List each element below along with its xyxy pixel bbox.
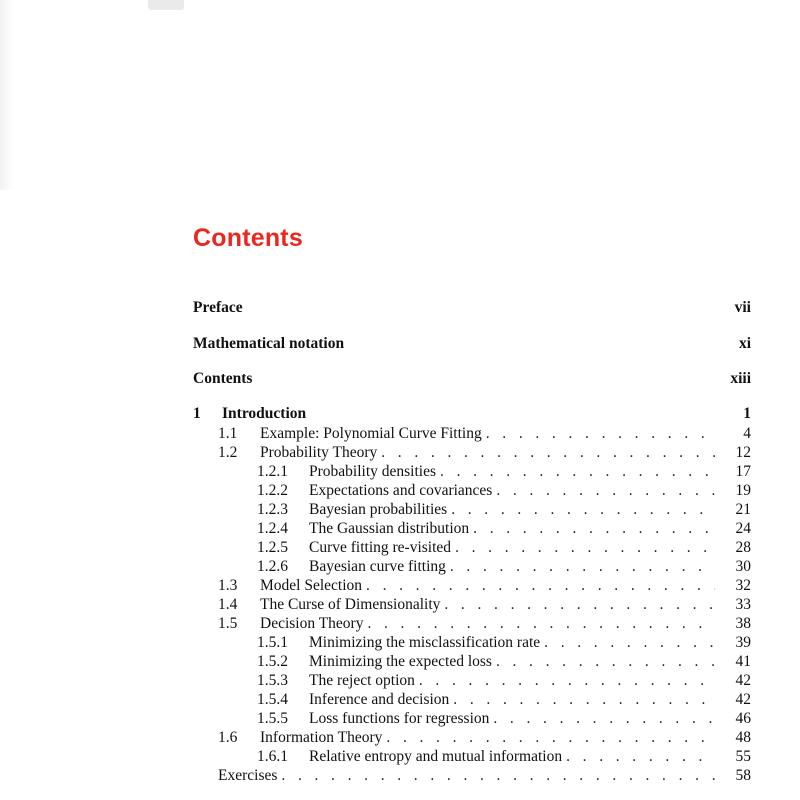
section-page: 24 [735,520,751,537]
page-edge-shadow [0,0,14,190]
toc-subsection-1-2-6[interactable] [193,557,751,576]
section-title: Bayesian probabilities [309,501,448,518]
toc-subsection-1-2-3[interactable] [193,500,751,519]
section-title: Minimizing the misclassification rate [309,634,541,651]
dot-leader [496,481,715,500]
dot-leader [451,500,715,519]
toc-subsection-1-6-1[interactable] [193,747,751,766]
section-title: Expectations and covariances [309,482,493,499]
toc-subsection-1-2-1[interactable] [193,462,751,481]
toc-entry-page: xiii [730,370,751,387]
section-page: 17 [735,463,751,480]
chapter-page: 1 [743,405,751,422]
toc-entry-title: Contents [193,370,253,387]
section-page: 28 [735,539,751,556]
dot-leader [440,462,715,481]
section-number: 1.2.5 [257,539,288,556]
section-number: 1.5.4 [257,691,288,708]
dot-leader [486,424,715,443]
section-title: Information Theory [260,729,383,746]
section-number: 1.5 [218,615,238,632]
dot-leader [493,709,715,728]
section-title: The Curse of Dimensionality [260,596,441,613]
toc-entry-title: Mathematical notation [193,334,345,352]
section-number: 1.5.2 [257,653,288,670]
section-number: 1.5.1 [257,634,288,651]
toc-exercises[interactable] [193,766,751,785]
dot-leader [444,595,715,614]
section-number: 1.1 [218,425,238,442]
toc-subsection-1-2-5[interactable] [193,538,751,557]
section-number: 1.5.5 [257,710,288,727]
section-page: 42 [735,691,751,708]
section-page: 39 [735,634,751,651]
section-title: Example: Polynomial Curve Fitting [260,425,482,442]
page-corner-tab [148,0,184,10]
section-page: 19 [735,482,751,499]
section-page: 4 [743,425,751,442]
section-page: 55 [735,748,751,765]
section-title: Loss functions for regression [309,710,490,727]
toc-entry-preface[interactable] [193,298,751,334]
section-page: 30 [735,558,751,575]
chapter-heading[interactable] [193,404,751,424]
dot-leader [455,538,715,557]
dot-leader [496,652,715,671]
section-number: 1.5.3 [257,672,288,689]
section-page: 12 [735,444,751,461]
section-number: 1.4 [218,596,238,613]
page-title: Contents [193,224,303,252]
section-number: 1.2.4 [257,520,288,537]
toc-section-1-1[interactable] [193,424,751,443]
section-title: Bayesian curve fitting [309,558,446,575]
dot-leader [473,519,715,538]
section-page: 58 [735,767,751,784]
toc-section-1-5[interactable] [193,614,751,633]
section-number: 1.2.3 [257,501,288,518]
section-title: Curve fitting re-visited [309,539,452,556]
toc-subsection-1-2-2[interactable] [193,481,751,500]
section-title: Decision Theory [260,615,364,632]
section-title: Inference and decision [309,691,450,708]
section-page: 21 [735,501,751,518]
toc-subsection-1-5-1[interactable] [193,633,751,652]
section-number: 1.2.6 [257,558,288,575]
section-page: 38 [735,615,751,632]
dot-leader [419,671,715,690]
dot-leader [386,728,715,747]
front-matter-list [193,298,751,405]
toc-section-1-2[interactable] [193,443,751,462]
dot-leader [453,690,715,709]
toc-entry-page: xi [738,334,751,352]
section-number: 1.6 [218,729,238,746]
section-number: 1.2.1 [257,463,288,480]
section-page: 42 [735,672,751,689]
section-page: 46 [735,710,751,727]
section-page: 32 [735,577,751,594]
section-number: 1.6.1 [257,748,288,765]
dot-leader [566,747,715,766]
toc-entry-contents[interactable] [193,369,751,405]
toc-section-1-3[interactable] [193,576,751,595]
toc-subsection-1-5-2[interactable] [193,652,751,671]
section-title: Minimizing the expected loss [309,653,492,670]
section-title: Relative entropy and mutual information [309,748,563,765]
dot-leader [450,557,715,576]
section-title: Model Selection [260,577,363,594]
dot-leader [281,766,715,785]
section-page: 48 [735,729,751,746]
chapter-1-block [193,404,751,785]
chapter-number: 1 [193,405,201,422]
section-number: 1.2 [218,444,238,461]
chapter-title: Introduction [222,405,307,422]
dot-leader [366,576,715,595]
section-title: Probability densities [309,463,437,480]
toc-subsection-1-5-5[interactable] [193,709,751,728]
section-page: 41 [735,653,751,670]
section-title: The reject option [309,672,415,689]
section-title: Exercises [218,767,278,784]
toc-entry-page: vii [734,299,751,316]
toc-section-1-4[interactable] [193,595,751,614]
section-page: 33 [735,596,751,613]
dot-leader [544,633,715,652]
toc-section-1-6[interactable] [193,728,751,747]
toc-entry-mathematical-notation[interactable] [193,334,751,370]
dot-leader [367,614,715,633]
toc-subsection-1-2-4[interactable] [193,519,751,538]
section-title: The Gaussian distribution [309,520,470,537]
section-number: 1.2.2 [257,482,288,499]
section-title: Probability Theory [260,444,378,461]
dot-leader [381,443,715,462]
toc-entry-title: Preface [193,299,243,316]
toc-subsection-1-5-4[interactable] [193,690,751,709]
section-number: 1.3 [218,577,238,594]
toc-subsection-1-5-3[interactable] [193,671,751,690]
